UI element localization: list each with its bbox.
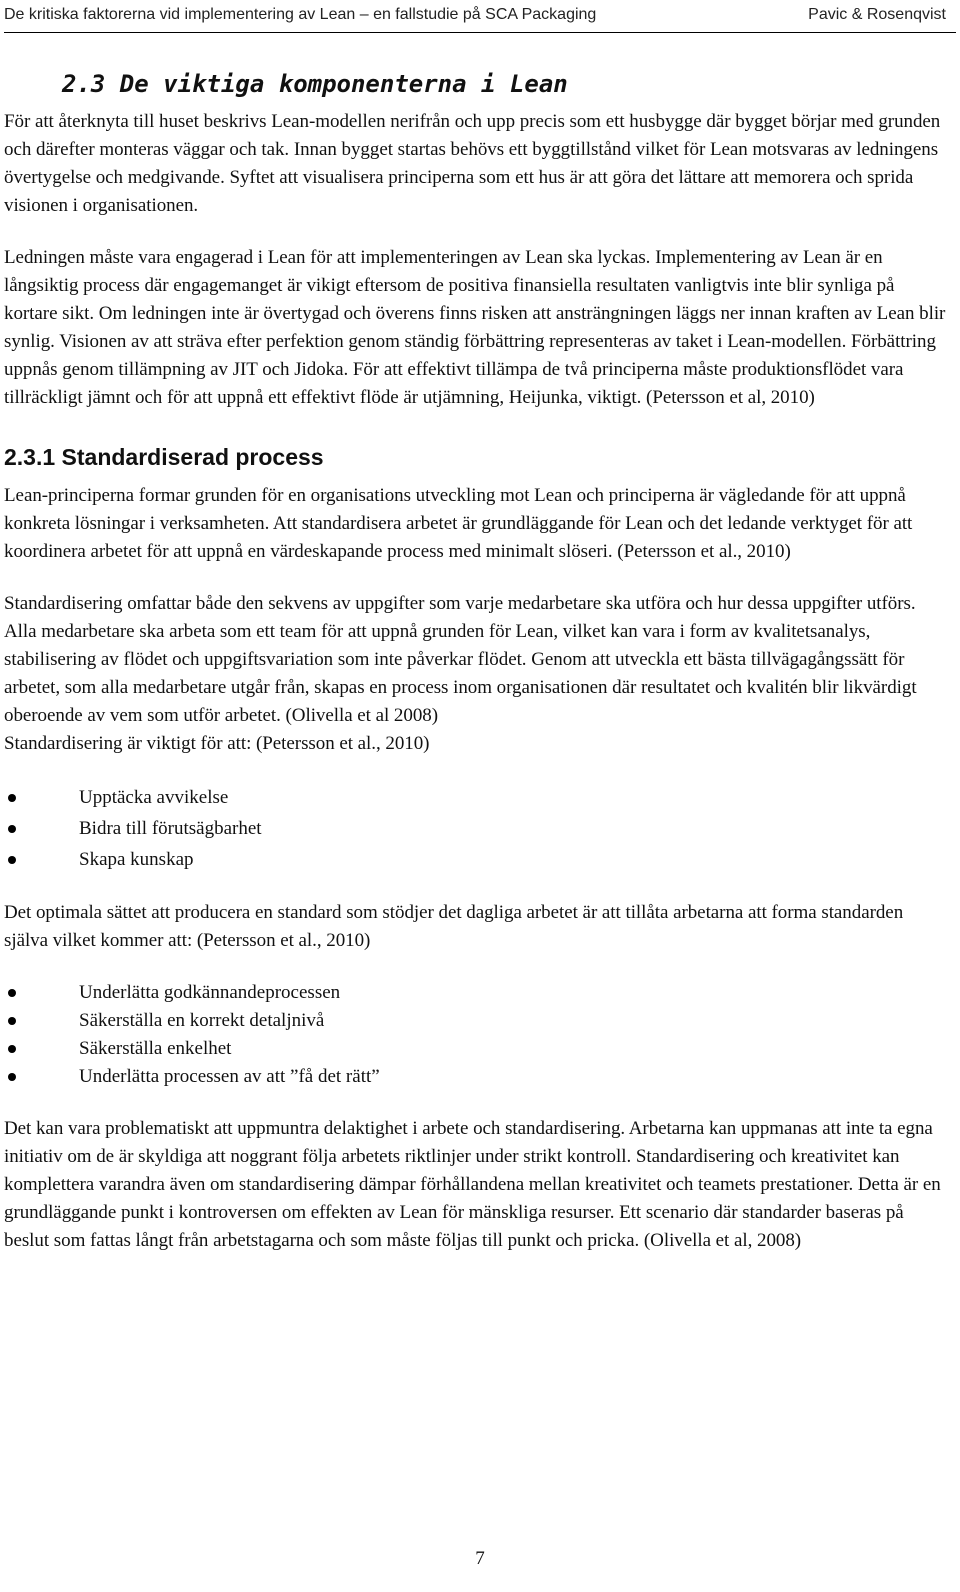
standardization-benefits-list (4, 782, 948, 875)
list-item-text: Skapa kunskap (79, 849, 194, 870)
section-2-3-paragraph-2: Ledningen måste vara engagerad i Lean för att implementeringen av Lean ska lyckas. Implementering av Lean är en långsiktig process där engagemanget är vikigt eftersom de positiva finansiella resultaten vanligtvis inte blir synliga på kortare sikt. Om ledningen inte är övertygad och överens finns risken att ansträngningen läggs ner innan kraften av Lean blir synlig. Visionen av att sträva efter perfektion genom ständig förbättring representeras av taket i Lean-modellen. Förbättring uppnås genom tillämpning av JIT och Jidoka. För att effektivt tillämpa de två principerna måste produktionsflödet vara tillräckligt jämnt och för att uppnå ett effektivt flöde är utjämning, Heijunka, viktigt. (Petersson et al, 2010) (4, 247, 946, 408)
header-rule (4, 32, 956, 33)
section-2-3-1-paragraph-4: Det optimala sättet att producera en standard som stödjer det dagliga arbetet är att tillåta arbetarna att forma standarden själva vilket kommer att: (Petersson et al., 2010) (4, 902, 904, 951)
section-2-3-1-paragraph-2: Standardisering omfattar både den sekvens av uppgifter som varje medarbetare ska utföra och hur dessa uppgifter utförs. Alla medarbetare ska arbeta som ett team för att uppnå grunden för Lean, vilket kan vara i form av kvalitetsanalys, stabilisering av flödet och uppgiftsvariation som inte påverkar flödet. Genom att utveckla ett bästa tillvägagångssätt för arbetet, som alla medarbetare utgår från, skapas en process inom organisationen där resultatet och kvalitén blir likvärdigt oberoende av vem som utför arbetet. (Olivella et al 2008) (4, 593, 917, 726)
list-item-text: Upptäcka avvikelse (79, 787, 229, 808)
paragraph-spacer (4, 875, 948, 899)
page-number: 7 (475, 1548, 485, 1569)
bullet-icon (8, 856, 16, 864)
document-title: De kritiska faktorerna vid implementering av Lean – en fallstudie på SCA Packaging (4, 6, 597, 23)
section-heading-2-3-1: 2.3.1 Standardiserad process (4, 444, 324, 470)
section-spacer (4, 412, 948, 442)
worker-standard-effects-list (4, 979, 948, 1091)
running-header (0, 0, 960, 30)
list-item (4, 1007, 948, 1035)
page-content (4, 68, 948, 1255)
bullet-icon (8, 989, 16, 997)
list-item (4, 1063, 948, 1091)
authors: Pavic & Rosenqvist (808, 6, 946, 23)
section-2-3-1-paragraph-5: Det kan vara problematiskt att uppmuntra delaktighet i arbete och standardisering. Arbetarna kan uppmanas att inte ta egna initiativ om de är skyldiga att noggrant följa arbetets riktlinjer under strikt kontroll. Standardisering och kreativitet kan komplettera varandra även om standardisering dämpar förhållandena mellan kreativitet och teamets prestationer. Detta är en grundläggande punkt i kontroversen om effekten av Lean för mänskliga resurser. Ett scenario där standarder baseras på beslut som fattas långt från arbetstagarna och som måste följas till punkt och pricka. (Olivella et al, 2008) (4, 1118, 941, 1251)
paragraph-spacer (4, 758, 948, 782)
section-2-3-1-paragraph-3: Standardisering är viktigt för att: (Petersson et al., 2010) (4, 733, 430, 754)
paragraph-spacer (4, 220, 948, 244)
paragraph-spacer (4, 955, 948, 979)
paragraph-spacer (4, 566, 948, 590)
bullet-icon (8, 1017, 16, 1025)
list-item-text: Underlätta godkännandeprocessen (79, 982, 341, 1003)
section-2-3-1-paragraph-1: Lean-principerna formar grunden för en organisations utveckling mot Lean och principerna är vägledande för att uppnå konkreta lösningar i verksamheten. Att standardisera arbetet är grundläggande för Lean och det ledande verktyget för att koordinera arbetet för att uppnå en värdeskapande process med minimalt slöseri. (Petersson et al., 2010) (4, 485, 913, 562)
list-item-text: Säkerställa enkelhet (79, 1038, 232, 1059)
list-item-text: Underlätta processen av att ”få det rätt” (79, 1066, 380, 1087)
bullet-icon (8, 825, 16, 833)
section-heading-2-3: 2.3 De viktiga komponenterna i Lean (62, 70, 568, 98)
paragraph-spacer (4, 1091, 948, 1115)
bullet-icon (8, 794, 16, 802)
list-item-text: Säkerställa en korrekt detaljnivå (79, 1010, 325, 1031)
list-item (4, 844, 948, 875)
list-item-text: Bidra till förutsägbarhet (79, 818, 262, 839)
list-item (4, 782, 948, 813)
section-2-3-paragraph-1: För att återknyta till huset beskrivs Lean-modellen nerifrån och upp precis som ett husbygge där bygget börjar med grunden och därefter monteras väggar och tak. Innan bygget startas behövs ett byggtillstånd vilket för Lean motsvaras av ledningens övertygelse och medgivande. Syftet att visualisera principerna som ett hus är att göra det lättare att memorera och sprida visionen i organisationen. (4, 111, 941, 216)
bullet-icon (8, 1073, 16, 1081)
bullet-icon (8, 1045, 16, 1053)
list-item (4, 1035, 948, 1063)
list-item (4, 813, 948, 844)
list-item (4, 979, 948, 1007)
